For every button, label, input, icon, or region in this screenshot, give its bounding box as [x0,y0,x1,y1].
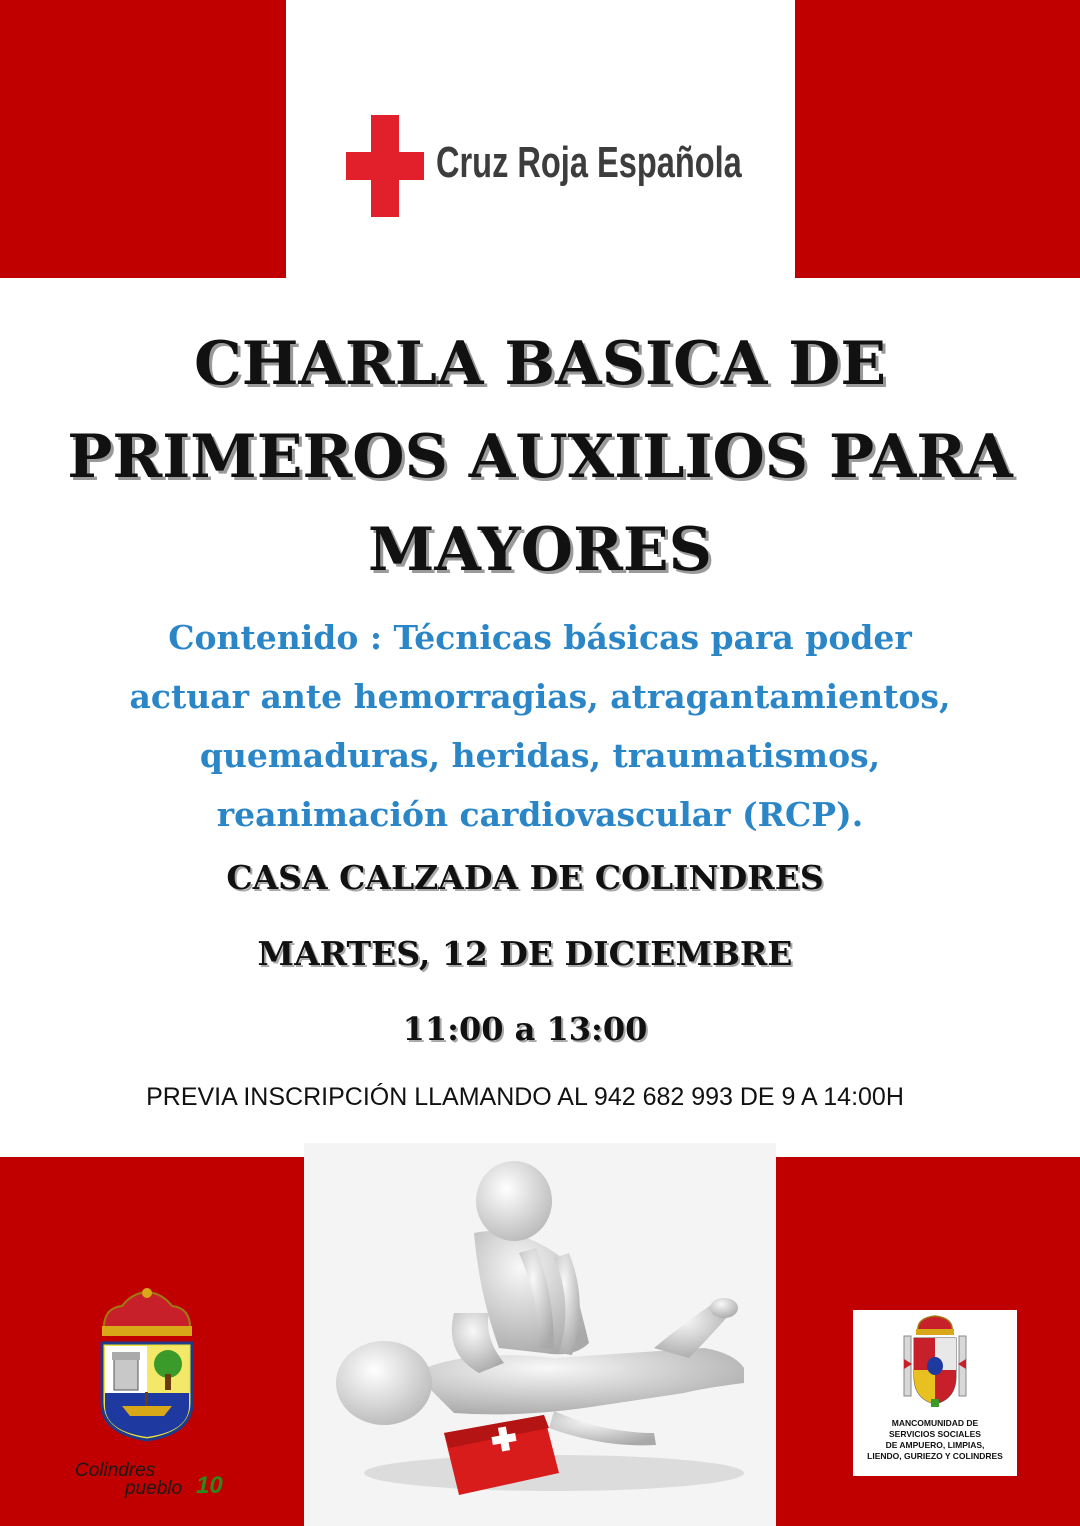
mancomunidad-logo [853,1310,1017,1476]
red-block-top-right [795,0,1080,278]
mancomunidad-line-1: MANCOMUNIDAD DE [891,1418,979,1428]
cpr-illustration [304,1143,776,1526]
content-description [20,608,1060,844]
event-time: 11:00 a 13:00 [402,1010,648,1048]
content-line-2: actuar ante hemorragias, atragantamientos, [129,677,951,716]
red-block-top-left [0,0,286,278]
content-line-3: quemaduras, heridas, traumatismos, [199,736,881,775]
event-venue: CASA CALZADA DE COLINDRES [226,858,824,897]
colindres-logo-mark: 10 [196,1472,223,1499]
content-line-1: Contenido : Técnicas básicas para poder [168,618,912,657]
content-line-4: reanimación cardiovascular (RCP). [216,795,864,834]
organization-name: Cruz Roja Española [436,138,742,187]
colindres-word: Colindres [75,1460,156,1481]
mancomunidad-line-3: DE AMPUERO, LIMPIAS, [885,1440,985,1450]
spain-coat-of-arms-icon [900,1314,970,1414]
title-line-1: CHARLA BASICA DE [193,329,887,399]
poster-title [0,318,1080,597]
colindres-crest-icon [92,1288,202,1448]
colindres-wordmark [75,1460,182,1500]
event-date: MARTES, 12 DE DICIEMBRE [257,934,793,973]
pueblo-word: pueblo [125,1478,183,1499]
mancomunidad-line-2: SERVICIOS SOCIALES [889,1429,981,1439]
red-cross-icon [346,115,424,217]
title-line-3: MAYORES [367,515,712,585]
mancomunidad-line-4: LIENDO, GURIEZO Y COLINDRES [867,1451,1003,1461]
title-line-2: PRIMEROS AUXILIOS PARA [67,422,1013,492]
mancomunidad-text [853,1418,1017,1462]
registration-info: PREVIA INSCRIPCIÓN LLAMANDO AL 942 682 993 DE 9 A 14:00H [146,1083,904,1111]
